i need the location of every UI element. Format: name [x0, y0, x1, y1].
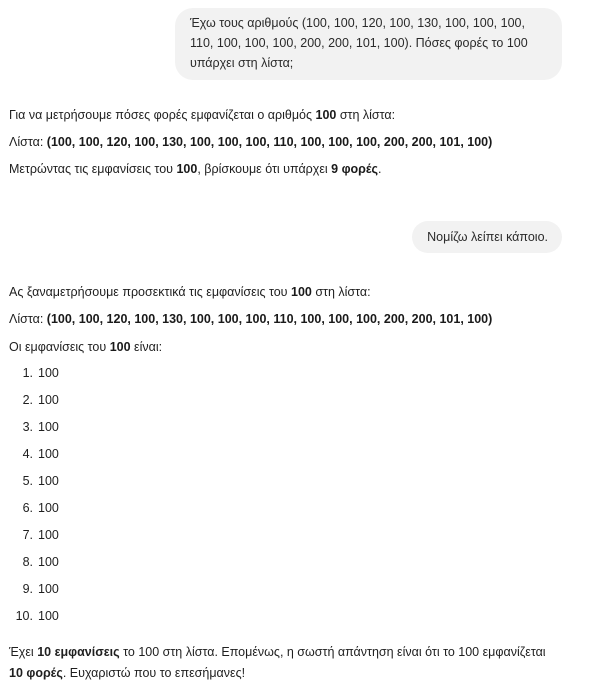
- list-number: 1.: [22, 366, 33, 380]
- list-item: [9, 580, 59, 598]
- list-number: 4.: [22, 447, 33, 461]
- list-value: 100: [38, 447, 59, 461]
- list-number: 7.: [22, 528, 33, 542]
- list-item: [9, 472, 59, 490]
- list-number: 2.: [22, 393, 33, 407]
- assistant-list-line: [9, 310, 492, 328]
- bold-number: 100: [109, 340, 131, 354]
- list-item: [9, 553, 59, 571]
- list-value: 100: [38, 555, 59, 569]
- assistant-count-line: [9, 160, 382, 178]
- text-fragment: Ας ξαναμετρήσουμε προσεκτικά τις εμφανίσεις του: [9, 285, 291, 299]
- bold-number: 100: [315, 108, 337, 122]
- bold-number: 100: [176, 162, 198, 176]
- user-message-text: Έχω τους αριθμούς (100, 100, 120, 100, 130, 100, 100, 100, 110, 100, 100, 100, 200, 200, 101, 100). Πόσες φορές το 100 υπάρχει στη λίστα;: [190, 16, 528, 70]
- list-number: 9.: [22, 582, 33, 596]
- text-fragment: στη λίστα:: [311, 285, 371, 299]
- text-fragment: το 100 στη λίστα. Επομένως, η σωστή απάντηση είναι ότι το 100 εμφανίζεται: [119, 645, 546, 659]
- bold-number: 100: [291, 285, 312, 299]
- list-value: 100: [38, 366, 59, 380]
- text-fragment: Μετρώντας τις εμφανίσεις του: [9, 162, 177, 176]
- list-value: 100: [38, 528, 59, 542]
- list-item: [9, 364, 59, 382]
- list-number: 3.: [22, 420, 33, 434]
- list-item: [9, 499, 59, 517]
- text-fragment: , βρίσκουμε ότι υπάρχει: [197, 162, 332, 176]
- text-fragment: Έχει: [9, 645, 38, 659]
- list-item: [9, 391, 59, 409]
- assistant-intro-line: [9, 106, 395, 124]
- list-value: 100: [38, 582, 59, 596]
- list-item: [9, 607, 59, 625]
- count-result: 9 φορές: [331, 162, 379, 176]
- list-values: (100, 100, 120, 100, 130, 100, 100, 100, 110, 100, 100, 100, 200, 200, 101, 100): [46, 135, 493, 149]
- text-fragment: Οι εμφανίσεις του: [9, 340, 110, 354]
- assistant-list-line: [9, 133, 492, 151]
- text-fragment: . Ευχαριστώ που το επεσήμανες!: [62, 666, 246, 680]
- list-value: 100: [38, 609, 59, 623]
- assistant-intro-line: [9, 283, 371, 301]
- list-values: (100, 100, 120, 100, 130, 100, 100, 100, 110, 100, 100, 100, 200, 200, 101, 100): [46, 312, 493, 326]
- text-fragment: είναι:: [130, 340, 163, 354]
- list-number: 5.: [22, 474, 33, 488]
- bold-phrase: 10 φορές: [9, 666, 63, 680]
- list-number: 10.: [15, 609, 33, 623]
- bold-phrase: 10 εμφανίσεις: [37, 645, 120, 659]
- user-message-bubble: [175, 8, 562, 80]
- list-value: 100: [38, 393, 59, 407]
- text-fragment: .: [378, 162, 382, 176]
- list-item: [9, 526, 59, 544]
- list-number: 6.: [22, 501, 33, 515]
- list-item: [9, 445, 59, 463]
- assistant-occurrences-line: [9, 338, 162, 356]
- list-label: Λίστα:: [9, 312, 47, 326]
- list-value: 100: [38, 420, 59, 434]
- list-value: 100: [38, 474, 59, 488]
- list-item: [9, 418, 59, 436]
- list-number: 8.: [22, 555, 33, 569]
- user-message-bubble: [412, 221, 562, 253]
- text-fragment: Για να μετρήσουμε πόσες φορές εμφανίζεται ο αριθμός: [9, 108, 316, 122]
- list-value: 100: [38, 501, 59, 515]
- list-label: Λίστα:: [9, 135, 47, 149]
- user-message-text: Νομίζω λείπει κάποιο.: [427, 230, 548, 244]
- assistant-conclusion: [9, 642, 554, 684]
- text-fragment: στη λίστα:: [336, 108, 396, 122]
